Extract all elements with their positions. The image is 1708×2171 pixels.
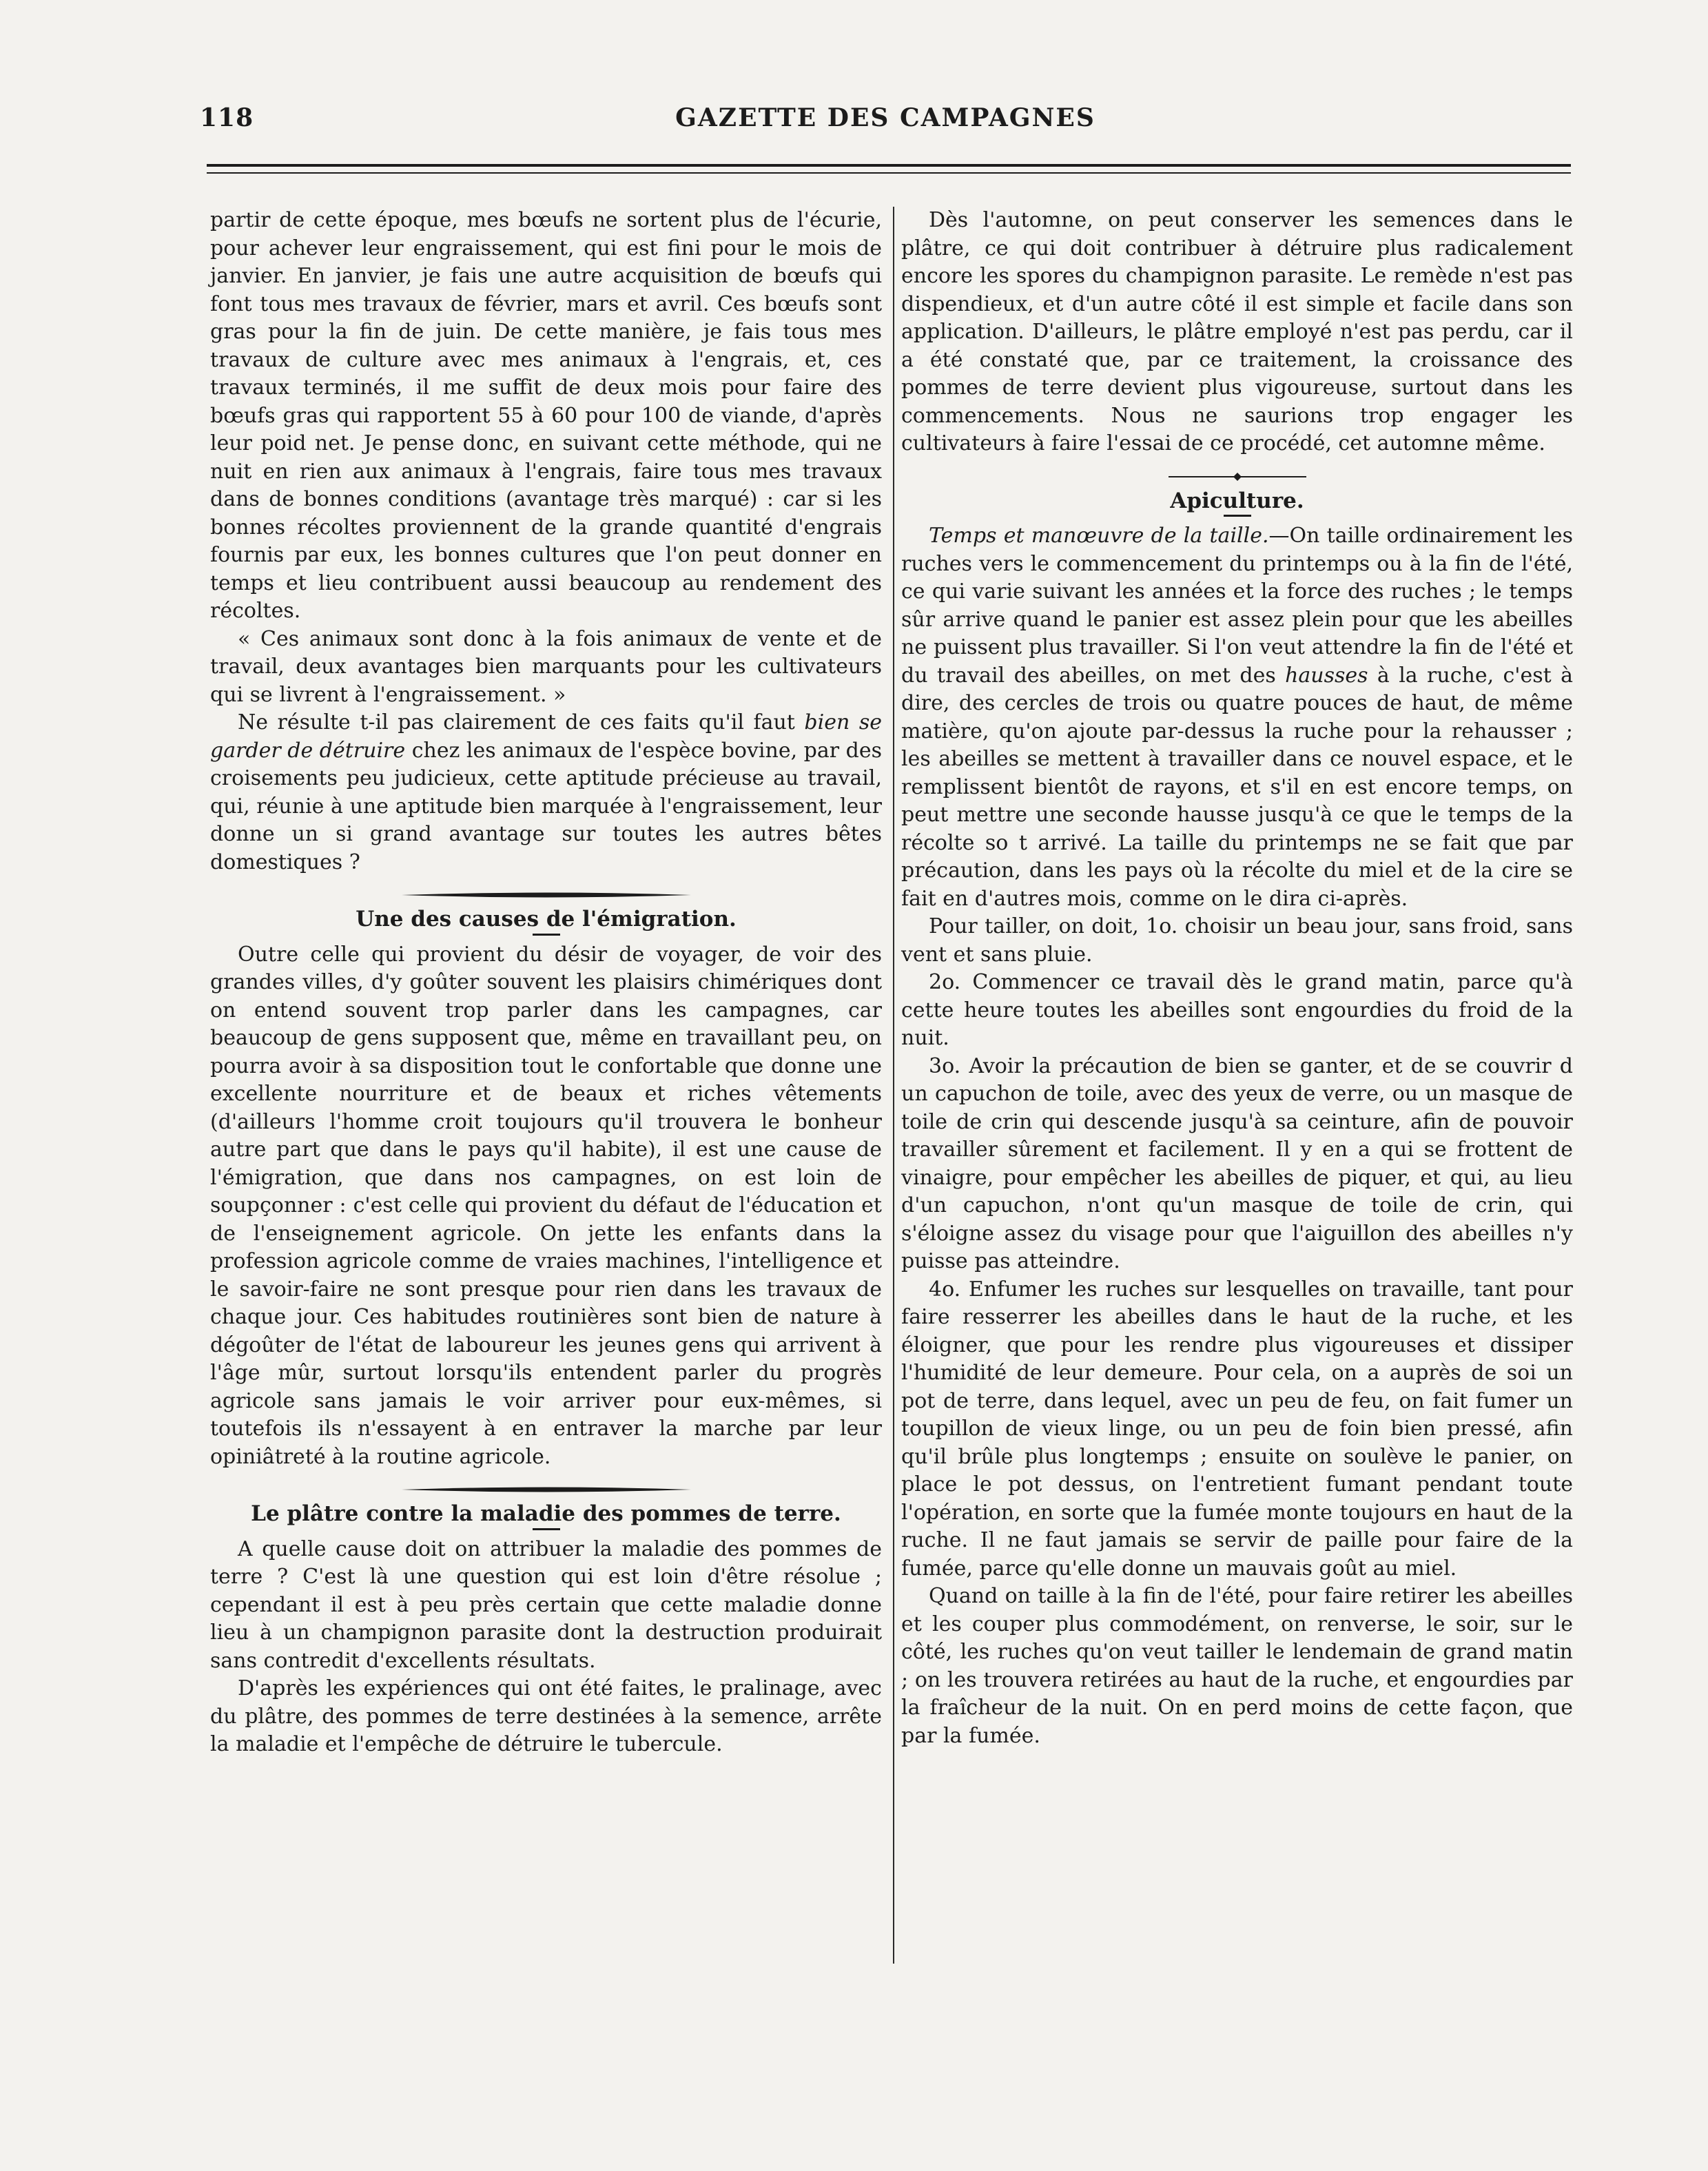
section-ornament [402,1483,691,1496]
text-run: chez les animaux de l'espèce bovine, par des croisements peu judicieux, cette aptitude précieuse au travail, qui, réunie à une aptitude bien marquée à l'engraissement, leur donne un si grand avantage sur toutes les autres bêtes domestiques ? [210,738,883,874]
text-run: —On taille ordinairement les ruches vers le commencement du printemps ou à la fin de l'été, ce qui varie suivant les années et la force des ruches ; le temps sûr arrive quand le panier est assez plein pour que les abeilles ne puissent plus travailler. Si l'on veut attendre la fin de l'été et du travail des abeilles, on met des [901,524,1573,688]
section-title-apiculture: Apiculture. [1170,488,1304,513]
column-divider [893,207,894,1964]
paragraph [210,709,882,876]
section-title-emigration: Une des causes de l'émigration. [356,907,737,932]
paragraph: Quand on taille à la fin de l'été, pour faire retirer les abeilles et les couper plus commodément, on renverse, le soir, sur le côté, les ruches qu'on veut tailler le lendemain de grand matin ; on les trouvera retirées au haut de la ruche, et engourdies par la fraîcheur de la nuit. On en perd moins de cette façon, que par la fumée. [901,1584,1573,1748]
paragraph [901,522,1573,913]
section-title-platre: Le plâtre contre la maladie des pommes de terre. [251,1501,841,1526]
paragraph: Pour tailler, on doit, 1o. choisir un beau jour, sans froid, sans vent et sans pluie. [901,914,1573,967]
quote-paragraph: « Ces animaux sont donc à la fois animaux de vente et de travail, deux avantages bien marquants pour les cultivateurs qui se livrent à l'engraissement. » [210,626,882,707]
journal-title: GAZETTE DES CAMPAGNES [675,103,1095,132]
left-column [210,207,882,1759]
header-rule-thin [207,172,1571,174]
paragraph: A quelle cause doit on attribuer la maladie des pommes de terre ? C'est là une question qui est loin d'être résolue ; cependant il est à peu près certain que cette maladie donne lieu à un champignon parasite dont la destruction produirait sans contredit d'excellents résultats. [210,1536,882,1673]
page-header [200,103,1571,145]
text-run: Ne résulte t-il pas clairement de ces faits qu'il faut [238,710,805,734]
emphasis: hausses [1285,663,1368,688]
paragraph: D'après les expériences qui ont été faites, le pralinage, avec du plâtre, des pommes de terre destinées à la semence, arrête la maladie et l'empêche de détruire le tubercule. [210,1676,882,1756]
paragraph: 3o. Avoir la précaution de bien se ganter, et de se couvrir d un capuchon de toile, avec des yeux de verre, ou un masque de toile de crin qui descende jusqu'à sa ceinture, afin de pouvoir travailler sûrement et facilement. Il y en a qui se frottent de vinaigre, pour empêcher les abeilles de piquer, et qui, au lieu d'un capuchon, n'ont qu'un masque de toile de crin, qui s'éloigne assez du visage pour que l'aiguillon des abeilles n'y puisse pas atteindre. [901,1053,1573,1273]
paragraph: Dès l'automne, on peut conserver les semences dans le plâtre, ce qui doit contribuer à détruire plus radicalement encore les spores du champignon parasite. Le remède n'est pas dispendieux, et d'un autre côté il est simple et facile dans son application. D'ailleurs, le plâtre employé n'est pas perdu, car il a été constaté que, par ce traitement, la croissance des pommes de terre devient plus vigoureuse, surtout dans les commencements. Nous ne saurions trop engager les cultivateurs à faire l'essai de ce procédé, cet automne même. [901,208,1573,455]
text-run: à la ruche, c'est à dire, des cercles de trois ou quatre pouces de haut, de même matière, qu'on ajoute par-dessus la ruche pour la rehausser ; les abeilles se mettent à travailler dans ce nouvel espace, et le remplissent bientôt de rayons, et s'il en est encore temps, on peut mettre une seconde hausse jusqu'à ce que le temps de la récolte so t arrivé. La taille du printemps ne se fait que par précaution, dans les pays où la récolte du miel et de la cire se fait en d'autres mois, comme on le dira ci-après. [901,663,1573,911]
section-ornament [1169,471,1306,483]
paragraph: 4o. Enfumer les ruches sur lesquelles on travaille, tant pour faire resserrer les abeilles dans le haut de la ruche, et les éloigner, que pour les rendre plus vigoureuses et dissiper l'humidité de leur demeure. Pour cela, on a auprès de soi un pot de terre, dans lequel, avec un peu de feu, on fait fumer un toupillon de vieux linge, ou un peu de foin bien pressé, afin qu'il brûle plus longtemps ; ensuite on soulève le panier, on place le pot dessus, on l'entretient fumant pendant toute l'opération, en sorte que la fumée monte toujours en haut de la ruche. Il ne faut jamais se servir de paille pour faire de la fumée, parce qu'elle donne un mauvais goût au miel. [901,1277,1573,1581]
paragraph: Outre celle qui provient du désir de voyager, de voir des grandes villes, d'y goûter souvent les plaisirs chimériques dont on entend souvent trop parler dans les campagnes, car beaucoup de gens supposent que, même en travaillant peu, on pourra avoir à sa disposition tout le confortable que donne une excellente nourriture et de beaux et riches vêtements (d'ailleurs l'homme croit toujours qu'il trouvera le bonheur autre part que dans le pays qu'il habite), il est une cause de l'émigration, que dans nos campagnes, on est loin de soupçonner : c'est celle qui provient du défaut de l'éducation et de l'enseignement agricole. On jette les enfants dans la profession agricole comme de vraies machines, l'intelligence et le savoir-faire ne sont presque pour rien dans les travaux de chaque jour. Ces habitudes routinières sont bien de nature à dégoûter de l'état de laboureur les jeunes gens qui arrivent à l'âge mûr, surtout lorsqu'ils entendent parler du progrès agricole sans jamais le voir arriver pour eux-mêmes, si toutefois ils n'essayent à en entraver la marche par leur opiniâtreté à la routine agricole. [210,942,882,1469]
title-dash [533,1528,560,1530]
section-ornament [402,889,691,901]
paragraph: partir de cette époque, mes bœufs ne sortent plus de l'écurie, pour achever leur engraissement, qui est fini pour le mois de janvier. En janvier, je fais une autre acquisition de bœufs qui font tous mes travaux de février, mars et avril. Ces bœufs sont gras pour la fin de juin. De cette manière, je fais tous mes travaux de culture avec mes animaux à l'engrais, et, ces travaux terminés, il me suffit de deux mois pour faire des bœufs gras qui rapportent 55 à 60 pour 100 de viande, d'après leur poid net. Je pense donc, en suivant cette méthode, qui ne nuit en rien aux animaux à l'engrais, faire tous mes travaux dans de bonnes conditions (avantage très marqué) : car si les bonnes récoltes proviennent de la grande quantité d'engrais fournis par eux, les bonnes cultures que l'on peut donner en temps et lieu contribuent aussi beaucoup au rendement des récoltes. [210,208,882,623]
header-rule [207,164,1571,167]
title-dash [533,934,560,936]
paragraph: 2o. Commencer ce travail dès le grand matin, parce qu'à cette heure toutes les abeilles sont engourdies du froid de la nuit. [901,970,1573,1050]
emphasis: Temps et manœuvre de la taille. [929,524,1269,548]
emphasis: bien se garder de détruire [210,710,882,763]
right-column [901,207,1573,1750]
title-dash [1224,515,1251,517]
page-number: 118 [200,103,254,132]
